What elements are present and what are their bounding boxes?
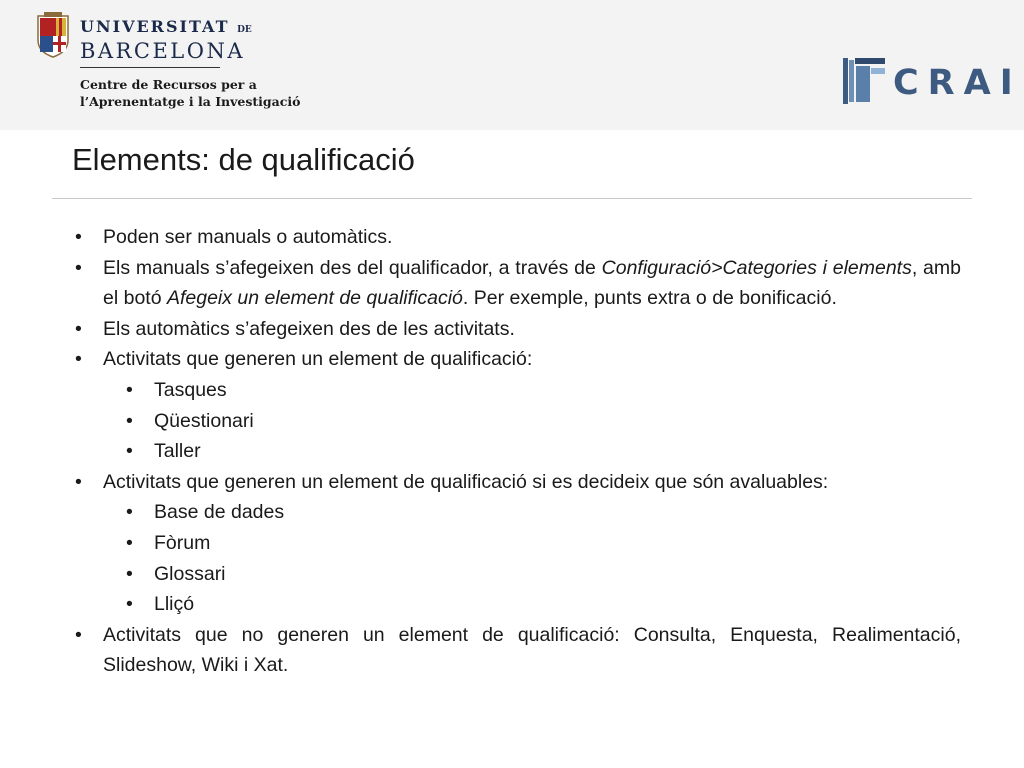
bullet-text: . Per exemple, punts extra o de bonificació. — [462, 287, 837, 310]
sub-bullet-item: • Qüestionari — [72, 406, 961, 437]
sub-bullet-item: • Glossari — [72, 559, 961, 590]
centre-name — [80, 76, 300, 110]
bullet-emphasis: Afegeix un element de qualificació — [166, 287, 463, 310]
university-city: BARCELONA — [80, 39, 246, 63]
crai-logo-text: CRAI — [893, 63, 1022, 103]
sub-bullet-item: • Tasques — [72, 375, 961, 406]
bullet-text: , amb el botó — [103, 256, 961, 310]
bullet-item: • Poden ser manuals o automàtics. — [72, 222, 961, 253]
sub-bullet-item: • Taller — [72, 436, 961, 467]
bullet-item: • Els automàtics s’afegeixen des de les activitats. — [72, 314, 961, 345]
header-band — [0, 0, 1024, 130]
bullet-item — [72, 253, 961, 314]
logo-divider — [80, 67, 220, 68]
crai-logo — [843, 54, 1022, 110]
bullet-item: • Activitats que generen un element de qualificació si es decideix que són avaluables: — [72, 467, 961, 498]
bullet-list — [72, 222, 961, 681]
title-divider — [52, 198, 972, 199]
bullet-text: Els manuals s’afegeixen des del qualificador, a través de — [103, 256, 602, 279]
sub-bullet-item: • Fòrum — [72, 528, 961, 559]
sub-bullet-item: • Base de dades — [72, 497, 961, 528]
crai-logo-icon — [843, 54, 1022, 106]
university-name-main: UNIVERSITAT — [80, 17, 230, 36]
slide-content — [72, 222, 961, 681]
sub-bullet-item: • Lliçó — [72, 589, 961, 620]
centre-name-line2: l’Aprenentatge i la Investigació — [80, 94, 301, 109]
university-name-small: DE — [237, 25, 252, 35]
bullet-item: • Activitats que no generen un element de qualificació: Consulta, Enquesta, Realimentació, Slideshow, Wiki i Xat. — [72, 620, 961, 681]
slide-title: Elements: de qualificació — [72, 142, 415, 177]
bullet-emphasis: Configuració>Categories i elements — [601, 256, 912, 279]
bullet-item: • Activitats que generen un element de qualificació: — [72, 344, 961, 375]
centre-name-line1: Centre de Recursos per a — [80, 77, 257, 92]
university-shield-icon — [36, 12, 70, 58]
